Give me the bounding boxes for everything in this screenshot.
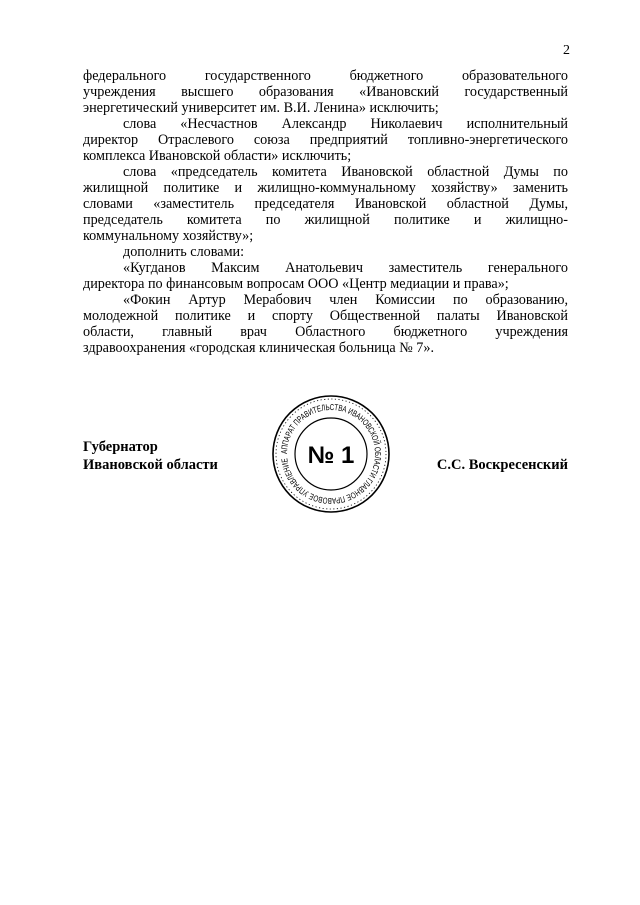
text-line: комплекса Ивановской области» исключить; [83, 148, 352, 164]
text-line: области, главный врач Областного бюджетного учреждения [83, 324, 568, 340]
signatory-title-line: Губернатор [83, 439, 158, 455]
paragraph [83, 260, 568, 292]
text-line: слова «председатель комитета Ивановской областной Думы по [123, 164, 568, 180]
signatory-title [83, 438, 218, 474]
signatory-name: С.С. Воскресенский [436, 457, 568, 473]
text-line: дополнить словами: [123, 244, 245, 260]
paragraph [83, 292, 568, 356]
text-line: директор Отраслевого союза предприятий топливно-энергетического [83, 132, 568, 148]
text-line: жилищной политике и жилищно-коммунальному хозяйству» заменить [83, 180, 568, 196]
text-line: здравоохранения «городская клиническая больница № 7». [83, 340, 435, 356]
text-line: словами «заместитель председателя Ивановской областной Думы, [83, 196, 568, 212]
paragraph [83, 68, 568, 116]
page-number: 2 [563, 43, 570, 58]
text-line: слова «Несчастнов Александр Николаевич исполнительный [123, 116, 568, 132]
document-body [83, 68, 568, 356]
paragraph [83, 116, 568, 164]
paragraph [83, 164, 568, 244]
text-line: молодежной политике и спорту Общественной палаты Ивановской [83, 308, 568, 324]
signatory-title-line: Ивановской области [83, 457, 218, 473]
text-line: коммунальному хозяйству»; [83, 228, 254, 244]
text-line: «Фокин Артур Мерабович член Комиссии по образованию, [123, 292, 568, 308]
text-line: энергетический университет им. В.И. Ленина» исключить; [83, 100, 439, 116]
paragraph [83, 244, 568, 260]
text-line: директора по финансовым вопросам ООО «Центр медиации и права»; [83, 276, 509, 292]
official-seal-stamp [270, 393, 392, 515]
text-line: «Кугданов Максим Анатольевич заместитель генерального [123, 260, 568, 276]
seal-ring-textpath: АППАРАТ ПРАВИТЕЛЬСТВА ИВАНОВСКОЙ ОБЛАСТИ ГЛАВНОЕ ПРАВОВОЕ УПРАВЛЕНИЕ [278, 401, 384, 507]
seal-number: № 1 [307, 442, 355, 469]
text-line: председатель комитета по жилищной политике и жилищно- [83, 212, 568, 228]
text-line: федерального государственного бюджетного образовательного [83, 68, 568, 84]
text-line: учреждения высшего образования «Ивановский государственный [83, 84, 568, 100]
